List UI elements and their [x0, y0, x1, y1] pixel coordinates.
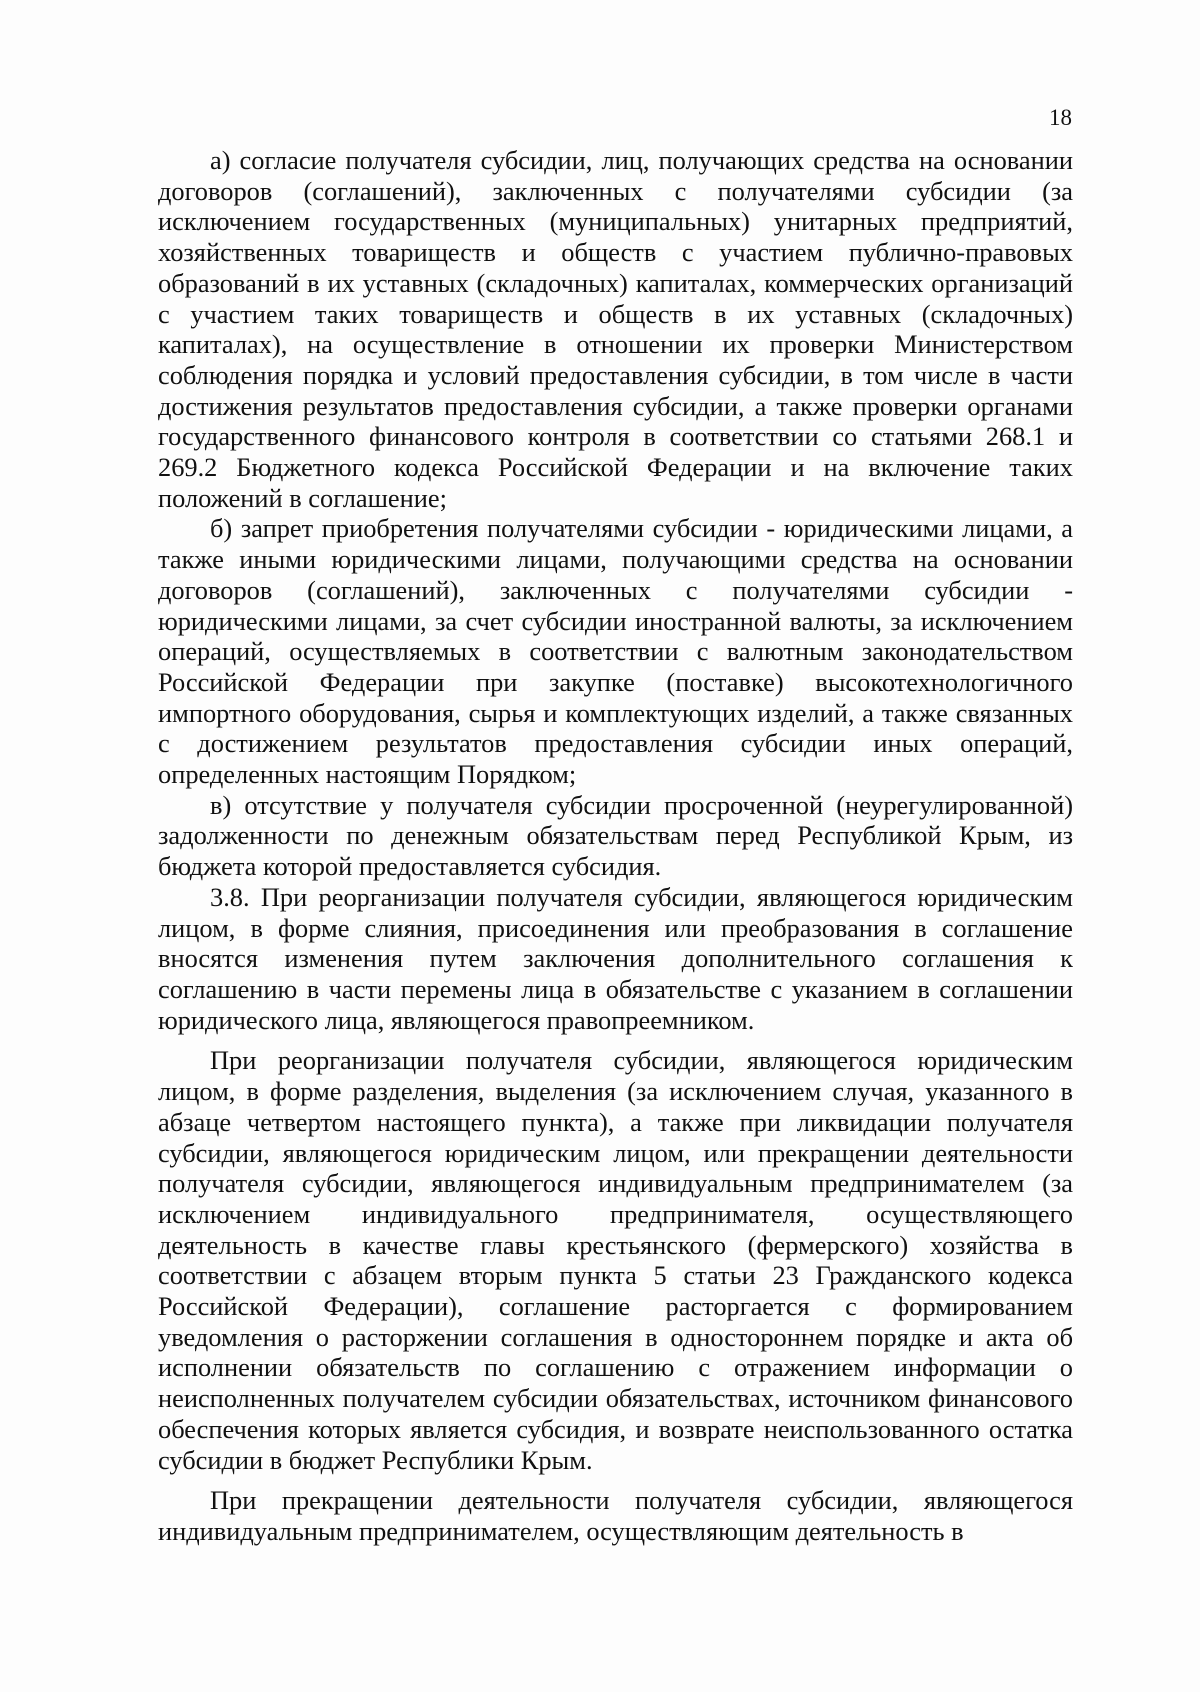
paragraph-a-consent: а) согласие получателя субсидии, лиц, получающих средства на основании договоров (соглашений), заключенных с получателями субсидии (за исключением государственных (муниципальных) унитарных предприятий, хозяйственных товариществ и обществ с участием публично-правовых образований в их уставных (складочных) капиталах, коммерческих организаций с участием таких товариществ и обществ в их уставных (складочных) капиталах), на осуществление в отношении их проверки Министерством соблюдения порядка и условий предоставления субсидии, в том числе в части достижения результатов предоставления субсидии, а также проверки органами государственного финансового контроля в соответствии со статьями 268.1 и 269.2 Бюджетного кодекса Российской Федерации и на включение таких положений в соглашение; — [158, 145, 1073, 513]
page-number: 18 — [1049, 105, 1072, 130]
document-body — [158, 145, 1073, 1547]
paragraph-reorganization-division: При реорганизации получателя субсидии, являющегося юридическим лицом, в форме разделения, выделения (за исключением случая, указанного в абзаце четвертом настоящего пункта), а также при ликвидации получателя субсидии, являющегося юридическим лицом, или прекращении деятельности получателя субсидии, являющегося индивидуальным предпринимателем (за исключением индивидуального предпринимателя, осуществляющего деятельность в качестве главы крестьянского (фермерского) хозяйства в соответствии с абзацем вторым пункта 5 статьи 23 Гражданского кодекса Российской Федерации), соглашение расторгается с формированием уведомления о расторжении соглашения в одностороннем порядке и акта об исполнении обязательств по соглашению с отражением информации о неисполненных получателем субсидии обязательствах, источником финансового обеспечения которых является субсидия, и возврате неиспользованного остатка субсидии в бюджет Республики Крым. — [158, 1045, 1073, 1475]
paragraph-v-no-debt: в) отсутствие у получателя субсидии просроченной (неурегулированной) задолженности по денежным обязательствам перед Республикой Крым, из бюджета которой предоставляется субсидия. — [158, 789, 1073, 882]
paragraph-termination-entrepreneur: При прекращении деятельности получателя субсидии, являющегося индивидуальным предпринимателем, осуществляющим деятельность в — [158, 1485, 1073, 1546]
paragraph-3-8-reorganization: 3.8. При реорганизации получателя субсидии, являющегося юридическим лицом, в форме слияния, присоединения или преобразования в соглашение вносятся изменения путем заключения дополнительного соглашения к соглашению в части перемены лица в обязательстве с указанием в соглашении юридического лица, являющегося правопреемником. — [158, 881, 1073, 1035]
paragraph-b-currency-ban: б) запрет приобретения получателями субсидии - юридическими лицами, а также иными юридическими лицами, получающими средства на основании договоров (соглашений), заключенных с получателями субсидии - юридическими лицами, за счет субсидии иностранной валюты, за исключением операций, осуществляемых в соответствии с валютным законодательством Российской Федерации при закупке (поставке) высокотехнологичного импортного оборудования, сырья и комплектующих изделий, а также связанных с достижением результатов предоставления субсидии иных операций, определенных настоящим Порядком; — [158, 513, 1073, 790]
